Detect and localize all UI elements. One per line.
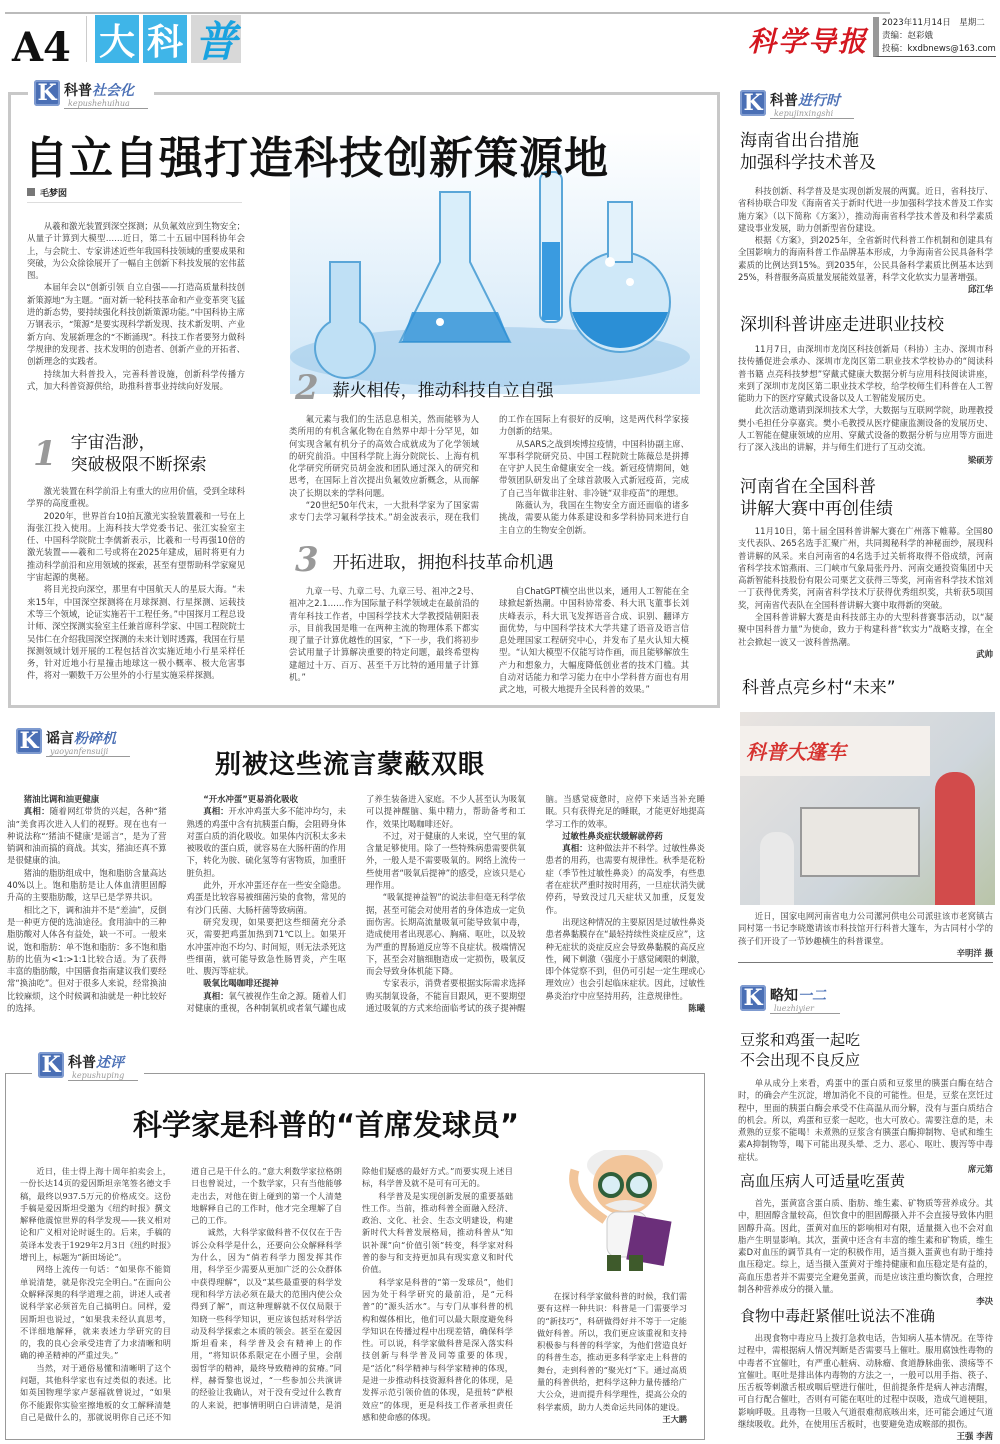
article-title: 科普点亮乡村“未来” — [742, 678, 896, 698]
column-name-accent: 述评 — [96, 1055, 124, 1071]
author: 王大鹏 — [662, 1413, 687, 1424]
banner-char: 大 — [95, 15, 139, 63]
section-3-text — [289, 585, 689, 700]
truth-label: 真相： — [203, 990, 229, 1001]
paragraph: 单从成分上来看，鸡蛋中的蛋白质和豆浆里的胰蛋白酶在结合时，的确会产生沉淀，增加消化不良的可能性。但是，豆浆在烹饪过程中，里面的胰蛋白酶会承受不住高温从而分解，没有与蛋白质结合的机会。所以，鸡蛋和豆浆一起吃，也大可放心。需要注意的是，未煮熟的豆浆不能喝！未煮熟的豆浆含有胰蛋白酶抑制物、皂甙和维生素A抑制物等，喝下可能出现头晕、乏力、恶心、呕吐、腹泻等中毒症状。 — [738, 1078, 993, 1162]
headline: 自立自强打造科技创新策源地 — [24, 133, 609, 184]
author: 李决 — [976, 1296, 993, 1307]
paragraph: 本届年会以“创新引领 自立自强——打造高质量科技创新策源地”为主题。“面对新一轮科技革命和产业变革突飞猛进的新态势，要持续强化科技创新策源功能。”中国科协主席万钢表示，“策源”是要实现科学新发现、技术新发明、产业新方向、发展新理念的“不断涌现”。科技工作者要努力做科学规律的发现者、技术发明的创造者、创新产业的开拓者、创新理念的实践者。 — [27, 282, 245, 367]
issue-email: 投稿：kxdbnews@163.com — [873, 43, 996, 57]
title-line: 讲解大赛中再创佳绩 — [740, 499, 893, 519]
photo-credit: 辛明洋 摄 — [956, 947, 993, 958]
rumor-head: 过敏性鼻炎症状缓解就停药 — [562, 830, 663, 841]
subhead-2 — [295, 368, 554, 408]
article-title: 高血压病人可适量吃蛋黄 — [740, 1172, 906, 1190]
paragraph: 2020年，世界首台10拍瓦激光实验装置羲和一号在上海张江投入使用。上海科技大学党委书记、张江实验室主任、中国科学院院士李儒新表示，比羲和一号再强10倍的激光装置——羲和二号或将在2025年建成，届时将更有力推动科学前沿和应用领域的探索，甚至有望帮助科学家窥见宇宙起源的奥秘。 — [27, 510, 245, 583]
column-logo-kepushuping — [32, 1052, 144, 1081]
truth-text: 开水冲鸡蛋大多不能冲均匀，未熟透的鸡蛋中含有抗胰蛋白酶，会阻碍身体对蛋白质的消化吸收。如果体内沉积太多未被吸收的蛋白质，就容易在大肠杆菌的作用下，转化为胺、硫化氢等有害物质，加重肝脏负担。 — [186, 806, 346, 878]
column-name-accent: 社会化 — [92, 83, 134, 99]
paragraph: 相比之下，调和油并不是“差油”，反倒是一种更方便的选油途径。食用油中的三种脂肪酸对人体各有益处，缺一不可。一般来说，饱和脂肪：单不饱和脂肪：多不饱和脂肪的比值为<1:>1:1比较合适。为了获得丰富的脂肪酸，中国膳食指南建议我们要经常“换油吃”。但对于很多人来说，经常换油比较麻烦，这个时候调和油就是一种比较好的选择。 — [7, 904, 167, 1014]
column-pinyin: kepushuping — [72, 1071, 125, 1080]
paragraph: 此外，开水冲蛋还存在一些安全隐患。鸡蛋是比较容易被细菌污染的食物，常见的有沙门氏菌、大肠杆菌等致病菌。 — [186, 880, 346, 915]
column-logo-kepushehuihua — [28, 80, 154, 109]
column-name-accent: 粉碎机 — [74, 731, 116, 747]
page-number: A4 — [12, 24, 71, 71]
title-line: 加强科学技术普及 — [740, 153, 876, 173]
paragraph: 九章一号、九章二号、九章三号、祖冲之2号、祖冲之2.1……作为国际量子科学领域走在最前沿的青年科技工作者，中国科学技术大学教授陆朝阳表示，目前我国是唯一在两种主流的物理体系下都实现了量子计算优越性的国家，“下一步，我们将初步尝试用量子计算解决重要的特定问题，最终希望构建超过十万、百万、甚至千万比特的通用量子计算机。” — [289, 586, 479, 683]
subhead-title: 开拓进取，拥抱科技革命机遇 — [332, 552, 554, 573]
k-logo-icon: K — [34, 80, 60, 106]
truth-label: 真相： — [203, 806, 229, 817]
paragraph: 首先，蛋黄富含蛋白质、脂肪、维生素、矿物质等营养成分。其中，胆固醇含量较高，但饮食中的胆固醇摄入并不会直接导致体内胆固醇升高。因此，蛋黄对血压的影响相对有限，适量摄入也不会对血脂产生明显影响。其次，蛋黄中还含有丰富的维生素和矿物质，维生素D对血压的调节具有一定的积极作用，适当摄入蛋黄也有助于维持血压稳定。综上，适当摄入蛋黄对于维持健康和血压稳定是有益的，高血压患者并不需要完全避免蛋黄，而是应该注重均衡饮食，合理控制各种营养成分的摄入量。 — [738, 1198, 993, 1295]
paragraph: 不过，对于健康的人来说，空气里的氧含量足够使用。除了一些特殊病患需要供氧外，一般人是不需要吸氧的。网络上流传一些使用者“吸氧后提神”的感受，应该只是心理作用。 — [366, 830, 526, 891]
rumor-head: 吸氧比喝咖啡还提神 — [203, 978, 279, 989]
paragraph: 出现这种情况的主要原因是过敏性鼻炎患者鼻黏膜存在“最轻持续性炎症反应”，这种无症状的炎症反应会导致鼻黏膜的高反应性，阈下刺激（强度小于感觉阈限的刺激，即个体觉察不到，但仍可引起一定生理或心理效应）也会引起临床症状。因此，过敏性鼻炎治疗中应坚持用药，注意规律性。 — [545, 916, 705, 1001]
truth-text: 氧气被视作生命之源。随着人们对健康的重视，各种制氧机或者氧气罐也成了养生装备进入家庭。不少人甚至认为吸氧可以提神醒脑、集中精力，帮助备考和工作，效果比喝咖啡还好。 — [186, 794, 526, 1014]
paragraph: 科技创新、科学普及是实现创新发展的两翼。近日，省科技厅、省科协联合印发《海南省关于新时代进一步加强科学技术普及工作实施方案》（以下简称《方案》），推动海南省科学技术普及和科学素质建设事业发展，助力创新型省份建设。 — [738, 186, 993, 233]
article-title — [740, 130, 876, 174]
column-name: 科普 — [68, 1055, 96, 1071]
k-logo-icon: K — [38, 1052, 64, 1078]
rural-science-photo — [740, 712, 995, 905]
paragraph: 从SARS之战到埃博拉疫情，中国科协副主席、军事科学院研究员、中国工程院院士陈薇总是拼搏在守护人民生命健康安全一线。新冠疫情期间，她带领团队研发出了全球首款吸入式新冠疫苗，完成了自己当年做非注射、非冷链“双非疫苗”的理想。 — [499, 438, 689, 498]
column-name: 科普 — [64, 83, 92, 99]
article-title — [740, 476, 893, 520]
column-name-accent: 进行时 — [798, 93, 840, 109]
column-pinyin: luezhiyier — [774, 1004, 815, 1013]
review-headline: 科学家是科普的“首席发球员” — [133, 1108, 520, 1142]
k-logo-icon: K — [740, 90, 766, 116]
paragraph: 科学家是科普的“第一发球员”，他们因为处于科学研究的最前沿，是“元科普”的“源头活水”。与专门从事科普的机构和媒体相比，他们可以最大限度避免科学知识在传播过程中出现差错，确保科学性。可以说，科学家做科普是深入落实科技创新与科学普及同等重要的体现，是“活化”科学精神与科学家精神的体现，是进一步推动科技资源科普化的体现，是发挥示范引领价值的体现，是扭转“萨根效应”的体现，更是科技工作者承担责任感和使命感的体现。 — [362, 1276, 513, 1422]
article-title: 食物中毒赶紧催吐说法不准确 — [740, 1307, 936, 1325]
banner-char: 普 — [191, 15, 241, 63]
paragraph: 猪油的脂肪组成中，饱和脂肪含量高达40%以上。饱和脂肪是让人体血清胆固醇升高的主要脂肪酸，这早已是学界共识。 — [7, 867, 167, 903]
rumor-text — [7, 793, 705, 1029]
paragraph: 氟元素与我们的生活息息相关，然而能够为人类所用的有机含氟化物在自然界中却十分罕见，如何实现含氟有机分子的高效合成就成为了化学领域的研究前沿。中国科学院上海分院院长、上海有机化学研究所研究员胡金波和团队通过深入的研究和思考，在国际上首次提出负氟效应新概念，从而解决了长期以来的学科问题。 — [289, 414, 479, 498]
article-henan — [738, 525, 993, 660]
column-logo-yaoyanfensuiji — [16, 728, 130, 757]
author: 席元第 — [967, 1164, 993, 1175]
paragraph: 11月7日，由深圳市龙岗区科技创新局（科协）主办、深圳市科技传播促进会承办、深圳市龙岗区第二职业技术学校协办的“阅读科普书籍 点亮科技梦想”穿戴式健康大数据分析与应用科技阅读讲座，来到了深圳市龙岗区第二职业技术学校，给学校师生们科普在人工智能助力下的医疗穿戴式设备以及人工智能发展历史。 — [738, 344, 993, 404]
section-1-text — [27, 485, 245, 682]
section-2-text — [289, 413, 689, 541]
photo-banner-text: 科普大篷车 — [746, 740, 846, 764]
paragraph: 此次活动邀请到深圳技术大学，大数据与互联网学院，助理教授樊小毛担任分享嘉宾。樊小毛教授从医疗健康监测设备的发展历史、人工智能在健康领域的应用、穿戴式设备的数据分析与应用等方面进行了深入浅出的讲解，并与师生们进行了互动交流。 — [738, 405, 993, 453]
truth-text: 随着网红带货的兴起，各种“猪油”美食再次进入人们的视野。现在也有一种说法称“‘猪油不健康’是谣言”，是为了营销调和油而搞的商战。其实，猪油还真不算是很健康的油。 — [7, 806, 167, 866]
column-name: 略知 — [770, 988, 798, 1004]
paper-logo: 科学导报 — [748, 25, 869, 58]
paragraph: “吸氧提神益智”的说法非但毫无科学依据，甚至可能会对使用者的身体造成一定负面伤害。长期高流量吸氧可能导致氧中毒，造成使用者出现恶心、胸痛、呕吐，以及较为严重的胃肠道反应等不良症状。极端情况下，甚至会对脑细胞造成一定损伤，吸氧反而会导致身体机能下降。 — [366, 892, 526, 977]
article-food-poisoning — [738, 1332, 993, 1443]
paragraph: 研究发现，如果要把这些细菌充分杀灭，需要把鸡蛋加热到71℃以上。如果开水冲蛋冲泡不均匀、时间短，则无法杀死这些细菌，就可能导致急性肠胃炎，产生呕吐、腹泻等症状。 — [186, 916, 346, 977]
paragraph: 诚然，大科学家做科普不仅仅在于告诉公众科学是什么，还要向公众解释科学为什么，因为“倘若科学力图发挥其作用，科学至少需要从更加广泛的公众群体中获得理解”，以及“某些最重要的科学发现和科学方法必须在最大的范围内使公众得到了解”，而这种理解就不仅仅局限于知晓一些科学知识，更应该包括对科学活动及科学探索之本质的领会。甚至在爱因斯坦看来，科学普及会有精神上的作用，“将知识体系限定在小圈子里，会削弱哲学的精神，最终导致精神的贫瘠。”同样，赫胥黎也说过，“一些参加公共演讲的经验让我确认，对于没有受过什么教育的人来说，把事情明明白白讲清楚，是消除他们疑惑的最好方式。”而要实现上述目标，科学普及就不是可有可无的。 — [191, 1166, 513, 1410]
section-number: 3 — [295, 540, 319, 580]
title-line: 河南省在全国科普 — [740, 477, 876, 497]
subhead-3 — [295, 540, 554, 580]
column-pinyin: kepushehuihua — [68, 99, 130, 108]
paragraph: 科学普及是实现创新发展的重要基础性工作。当前，推动科普全面融入经济、政治、文化、社会、生态文明建设，构建新时代大科普发展格局，推动科普从“知识补课”向“价值引领”转变，科学家对科普的参与和支持更加具有现实意义和时代价值。 — [362, 1190, 513, 1275]
author: 梁硕芳 — [967, 454, 993, 465]
rumor-headline: 别被这些流言蒙蔽双眼 — [215, 750, 486, 780]
subhead-line: 宇宙浩渺， — [70, 433, 156, 453]
subhead-line: 突破极限不断探索 — [70, 455, 207, 475]
article-egg-yolk — [738, 1197, 993, 1308]
author: 邱江华 — [967, 284, 993, 295]
review-text — [20, 1165, 513, 1437]
article-shenzhen — [738, 343, 993, 466]
column-logo-kepujinxingshi — [740, 90, 854, 119]
author: 王强 李茜 — [956, 1431, 993, 1442]
truth-label: 真相： — [23, 806, 50, 817]
author: 陈曦 — [688, 1003, 705, 1014]
article-soymilk — [738, 1077, 993, 1175]
byline — [27, 186, 242, 203]
subhead-1 — [33, 432, 207, 476]
divider — [86, 16, 87, 62]
scientist-cartoon — [545, 1150, 695, 1275]
review-closing — [537, 1290, 687, 1425]
section-banner — [95, 15, 241, 66]
paragraph: 近日，佳士得上海十周年拍卖会上，一份长达14页的爱因斯坦亲笔签名德文手稿，最终以937.5万元的价格成交。这份手稿是爱因斯坦受邀为《纽约时报》撰文解释他震惊世界的科学发现——狭义相对论和广义相对论时诞生的。后来，手稿的英译本发表于1929年2月3日《纽约时报》增刊上，标题为“新田场论”。 — [20, 1166, 171, 1263]
photo-caption — [738, 910, 993, 963]
issue-info — [873, 17, 996, 57]
title-line: 不会出现不良反应 — [740, 1051, 861, 1069]
k-logo-icon: K — [740, 985, 766, 1011]
paragraph: 陈薇认为，我国在生物安全方面还面临的诸多挑战，需要从能力体系建设和多学科协同来进行自主自立的生物安全创新。 — [499, 500, 689, 535]
section-number: 1 — [33, 434, 57, 474]
paragraph: 持续加大科普投入，完善科普设施，创新科学传播方式，加大科普资源供给，助推科普事业持续向好发展。 — [27, 368, 245, 391]
banner-char: 科 — [143, 15, 187, 63]
title-line: 豆浆和鸡蛋一起吃 — [740, 1031, 861, 1049]
column-pinyin: kepujinxingshi — [774, 109, 834, 118]
article-hainan — [738, 185, 993, 296]
article-title: 深圳科普讲座走进职业技校 — [740, 315, 944, 335]
paragraph: 从羲和激光装置到深空探测；从负氟效应到生物安全；从量子计算到大模型……近日，第二十五届中国科协年会上，与会院士、专家讲述近些年我国科技领域的重要成果和突破，为公众徐徐展开了一幅自主创新下科技发展的宏伟蓝图。 — [27, 221, 245, 281]
rumor-head: “开水冲蛋”更易消化吸收 — [203, 794, 299, 804]
paragraph: 根据《方案》，到2025年，全省新时代科普工作机制和创建具有全国影响力的海南科普工作品牌基本形成，力争海南省公民具备科学素质的比例达到15%。到2035年，公民具备科学素质比例基本达到25%，科普服务高质量发展能效显著，科学文化软实力显著增强。 — [738, 235, 993, 283]
intro-text — [27, 220, 245, 392]
column-logo-luezhiyier — [740, 985, 840, 1014]
paragraph: 激光装置在科学前沿上有重大的应用价值，受到全球科学界的高度重视。 — [27, 486, 245, 509]
paragraph: 在探讨科学家做科普的时候，我们需要有这样一种共识：科普是一门需要学习的“新技巧”，科研做得好并不等于一定能做好科普。所以，我们更应该重视和支持积极参与科普的科学家，为他们营造良好的科普生态，推动更多科学家走上科普的舞台，走到科普的“聚光灯”下。通过高质量的科普供给，把科学这种力量传播给广大公众，进而提升科学理性，提高公众的科学素质，助力人类命运共同体的建设。 — [537, 1291, 687, 1412]
paragraph: 全国科普讲解大赛是由科技部主办的大型科普赛事活动，以“凝聚中国科普力量”为使命，致力于构建科普“软实力”战略支撑，在全社会掀起一波又一波科普热潮。 — [738, 612, 993, 647]
column-name: 谣言 — [46, 731, 74, 747]
rumor-head: 猪油比调和油更健康 — [23, 794, 100, 804]
issue-date: 2023年11月14日 星期二 — [873, 17, 996, 30]
article-title — [740, 1030, 860, 1070]
truth-label: 真相： — [562, 843, 588, 854]
column-name-accent: 一二 — [798, 988, 826, 1004]
column-pinyin: yaoyanfensuiji — [50, 747, 109, 756]
section-number: 2 — [295, 368, 319, 408]
column-name: 科普 — [770, 93, 798, 109]
title-line: 海南省出台措施 — [740, 131, 859, 151]
subhead-title — [71, 432, 207, 476]
truth-text: 这种做法并不科学。过敏性鼻炎患者的用药，也需要有规律性。秋季是花粉症（季节性过敏性鼻炎）的高发季，有些患者在症状严重时按时用药，一旦症状消失就停药，导致没过几天症状又加重，反复发作。 — [545, 843, 705, 915]
paragraph: 11月10日，第十届全国科普讲解大赛在广州落下帷幕。全国80支代表队、265名选手汇聚广州，共同揭秘科学的神秘面纱，展现科普讲解的风采。来自河南省的4名选手过关斩将取得不俗成绩，河南省科学技术馆燕雨、三门峡市气象局张丹丹、河南交通投资集团中天高新智能科技股份有限公司栗艺文获得三等奖，河南省科学技术馆刘一丁获得优秀奖，河南省科学技术厅获得优秀组织奖，共斩获5项国奖，河南省代表队在全国科普讲解大赛中取得新的突破。 — [738, 526, 993, 610]
author: 武帅 — [976, 648, 993, 659]
issue-editor: 责编：赵彩娥 — [873, 30, 996, 43]
paragraph: 自ChatGPT横空出世以来，通用人工智能在全球掀起新热潮。中国科协常委、科大讯飞董事长刘庆峰表示，科大讯飞发挥语音合成、识别、翻译方面优势，与中国科学技术大学共建了语音及语言信息处理国家工程研究中心，并发布了星火认知大模型。“认知大模型不仅能写诗作画，而且能够解放生产力和想象力，大幅度降低创业者的技术门槛。其自动对话能力和学习能力在中小学科普方面也有用武之地，可极大地提升全民科普的效果。” — [499, 586, 689, 695]
paragraph: 当然，对于通俗易懂和清晰明了这个问题，其他科学家也有过类似的表述。比如英国物理学家卢瑟福就曾说过，“如果你不能跟你实验室擦地板的女工解释清楚自己是做什么的，那就说明你自己还不知道自己是干什么的。”意大利数学家拉格朗日也曾说过，一个数学家，只有当他能够走出去，对他在街上碰到的第一个人清楚地解释自己的工作时，他才完全理解了自己的工作。 — [20, 1166, 342, 1422]
caption-text: 近日，国家电网河南省电力公司漯河供电公司派驻该市老窝镇古同村第一书记李晓邀请该市科技馆开行科普大篷车，为古同村小学的孩子们开设了一节妙趣横生的科普课堂。 — [738, 911, 993, 946]
paragraph: 出现食物中毒应马上拨打急救电话，告知病人基本情况。在等待过程中，需根据病人情况判断是否需要马上催吐。服用腐蚀性毒物的中毒者不宜催吐，有严重心脏病、动脉瘤、食道静脉曲张、溃疡等不宜催吐。呕吐是排出体内毒物的方法之一，一般可以用手指、筷子、压舌板等刺激舌根或咽后壁进行催吐，但前提条件是病人神志清醒，可自行配合催吐，否则有可能在呕吐的过程中误吸，造成气道梗阻，影响呼吸。且毒物一旦吸入气道很难彻底咳出来，还可能会通过气道继续吸收。此外，在使用压舌板时，也要避免造成喉部的损伤。 — [738, 1333, 993, 1430]
paragraph: 专家表示，消费者要根据实际需求选择购买制氧设备，不能盲目跟风，更不要期望通过吸氧的方式来给面临考试的孩子提神醒脑。当感觉疲惫时，应停下来适当补充睡眠。只有获得充足的睡眠，才能更好地提高学习工作的效率。 — [366, 794, 705, 1014]
subhead-title: 薪火相传，推动科技自立自强 — [332, 380, 554, 401]
byline-author: 毛梦囡 — [40, 189, 68, 199]
top-rule — [5, 12, 890, 14]
paragraph: “20世纪50年代末，一大批科学家为了国家需求专门去学习氟科学技术。”胡金波表示，现在我们的工作在国际上有很好的反响，这是两代科学家接力创新的结果。 — [289, 414, 689, 523]
paragraph: 将目光投向深空，那里有中国航天人的星辰大海。“未来15年，中国深空探测将在月球探测、行星探测、运载技术等三个领域，论证实施若干工程任务。”中国探月工程总设计师、深空探测实验室主任兼首席科学家、中国工程院院士吴伟仁在介绍我国深空探测的未来计划时透露，我国在行星探测领域计划开展的工程包括首次实施近地小行星采样任务，针对近地小行星撞击地球这一极小概率、极大危害事件，将对一颗数千万公里外的小行星实施采样探测。 — [27, 584, 245, 681]
k-logo-icon: K — [16, 728, 42, 754]
paragraph: 网络上流传一句话：“如果你不能简单说清楚，就是你没完全明白。”在面向公众解释深奥的科学道理之前，讲述人或者说科学家必须首先自己搞明白。同样，爱因斯坦也说过，“如果我未经认真思考，不详细地解释，就来表述力学研究的目的，我的良心会承受违背了力求清晰和明确的神圣精神的严重过失。” — [20, 1264, 171, 1361]
